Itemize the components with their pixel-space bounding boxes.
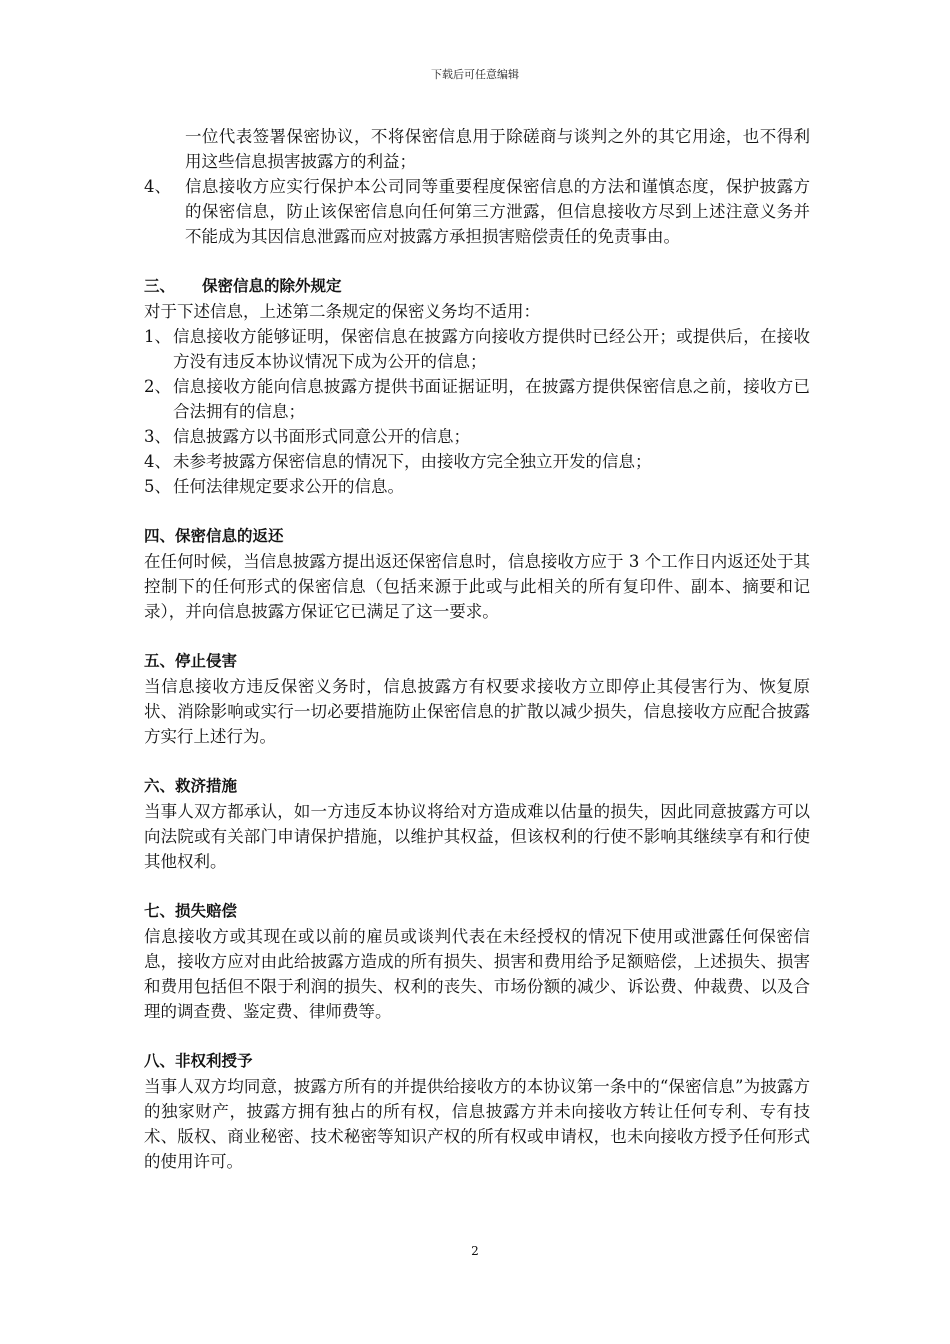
section-heading-5: 五、停止侵害 (144, 652, 238, 670)
item-text: 任何法律规定要求公开的信息。 (173, 477, 404, 496)
list-item (144, 449, 810, 474)
section-heading-8: 八、非权利授予 (144, 1052, 253, 1070)
section-heading-7: 七、损失赔偿 (144, 902, 238, 920)
list-item (144, 374, 810, 424)
page-number: 2 (471, 1244, 479, 1258)
section-number: 三、 (144, 277, 176, 295)
section-body-4: 在任何时候，当信息披露方提出返还保密信息时，信息接收方应于 3 个工作日内返还处于其控制下的任何形式的保密信息（包括来源于此或与此相关的所有复印件、副本、摘要和记录），并向信息披露方保证它已满足了这一要求。 (144, 552, 810, 621)
list-item (144, 324, 810, 374)
item-number: 1、 (144, 327, 171, 346)
item-number: 3、 (144, 427, 171, 446)
item-text: 信息披露方以书面形式同意公开的信息； (173, 427, 470, 446)
item-text: 信息接收方应实行保护本公司同等重要程度保密信息的方法和谨慎态度，保护披露方的保密信息，防止该保密信息向任何第三方泄露，但信息接收方尽到上述注意义务并不能成为其因信息泄露而应对披露方承担损害赔偿责任的免责事由。 (185, 177, 810, 246)
item-number: 5、 (144, 477, 171, 496)
item-text: 信息接收方能向信息披露方提供书面证据证明，在披露方提供保密信息之前，接收方已合法拥有的信息； (173, 377, 810, 421)
header-note: 下载后可任意编辑 (431, 68, 519, 81)
section-heading-6: 六、救济措施 (144, 777, 238, 795)
section-intro: 对于下述信息，上述第二条规定的保密义务均不适用： (144, 302, 540, 321)
continued-text: 一位代表签署保密协议，不将保密信息用于除磋商与谈判之外的其它用途，也不得利用这些信息损害披露方的利益； (185, 127, 810, 171)
section-body-8: 当事人双方均同意，披露方所有的并提供给接收方的本协议第一条中的“保密信息”为披露方的独家财产，披露方拥有独占的所有权，信息披露方并未向接收方转让任何专利、专有技术、版权、商业秘密、技术秘密等知识产权的所有权或申请权，也未向接收方授予任何形式的使用许可。 (144, 1077, 810, 1171)
item-number: 2、 (144, 377, 171, 396)
document-body (144, 124, 810, 1174)
section-body-6: 当事人双方都承认，如一方违反本协议将给对方造成难以估量的损失，因此同意披露方可以向法院或有关部门申请保护措施，以维护其权益，但该权利的行使不影响其继续享有和行使其他权利。 (144, 802, 810, 871)
item-text: 信息接收方能够证明，保密信息在披露方向接收方提供时已经公开；或提供后，在接收方没有违反本协议情况下成为公开的信息； (173, 327, 810, 371)
section-body-7: 信息接收方或其现在或以前的雇员或谈判代表在未经授权的情况下使用或泄露任何保密信息，接收方应对由此给披露方造成的所有损失、损害和费用给予足额赔偿，上述损失、损害和费用包括但不限于利润的损失、权利的丧失、市场份额的减少、诉讼费、仲裁费、以及合理的调查费、鉴定费、律师费等。 (144, 927, 810, 1021)
item-number: 4、 (144, 177, 171, 196)
item-number: 4、 (144, 452, 171, 471)
section-heading-4: 四、保密信息的返还 (144, 527, 284, 545)
section-body-5: 当信息接收方违反保密义务时，信息披露方有权要求接收方立即停止其侵害行为、恢复原状、消除影响或实行一切必要措施防止保密信息的扩散以减少损失，信息接收方应配合披露方实行上述行为。 (144, 677, 810, 746)
list-item (144, 424, 810, 449)
list-item (144, 174, 810, 249)
section-title: 保密信息的除外规定 (202, 277, 342, 295)
section-heading-3 (144, 274, 810, 299)
item-text: 未参考披露方保密信息的情况下，由接收方完全独立开发的信息； (173, 452, 652, 471)
list-item (144, 474, 810, 499)
